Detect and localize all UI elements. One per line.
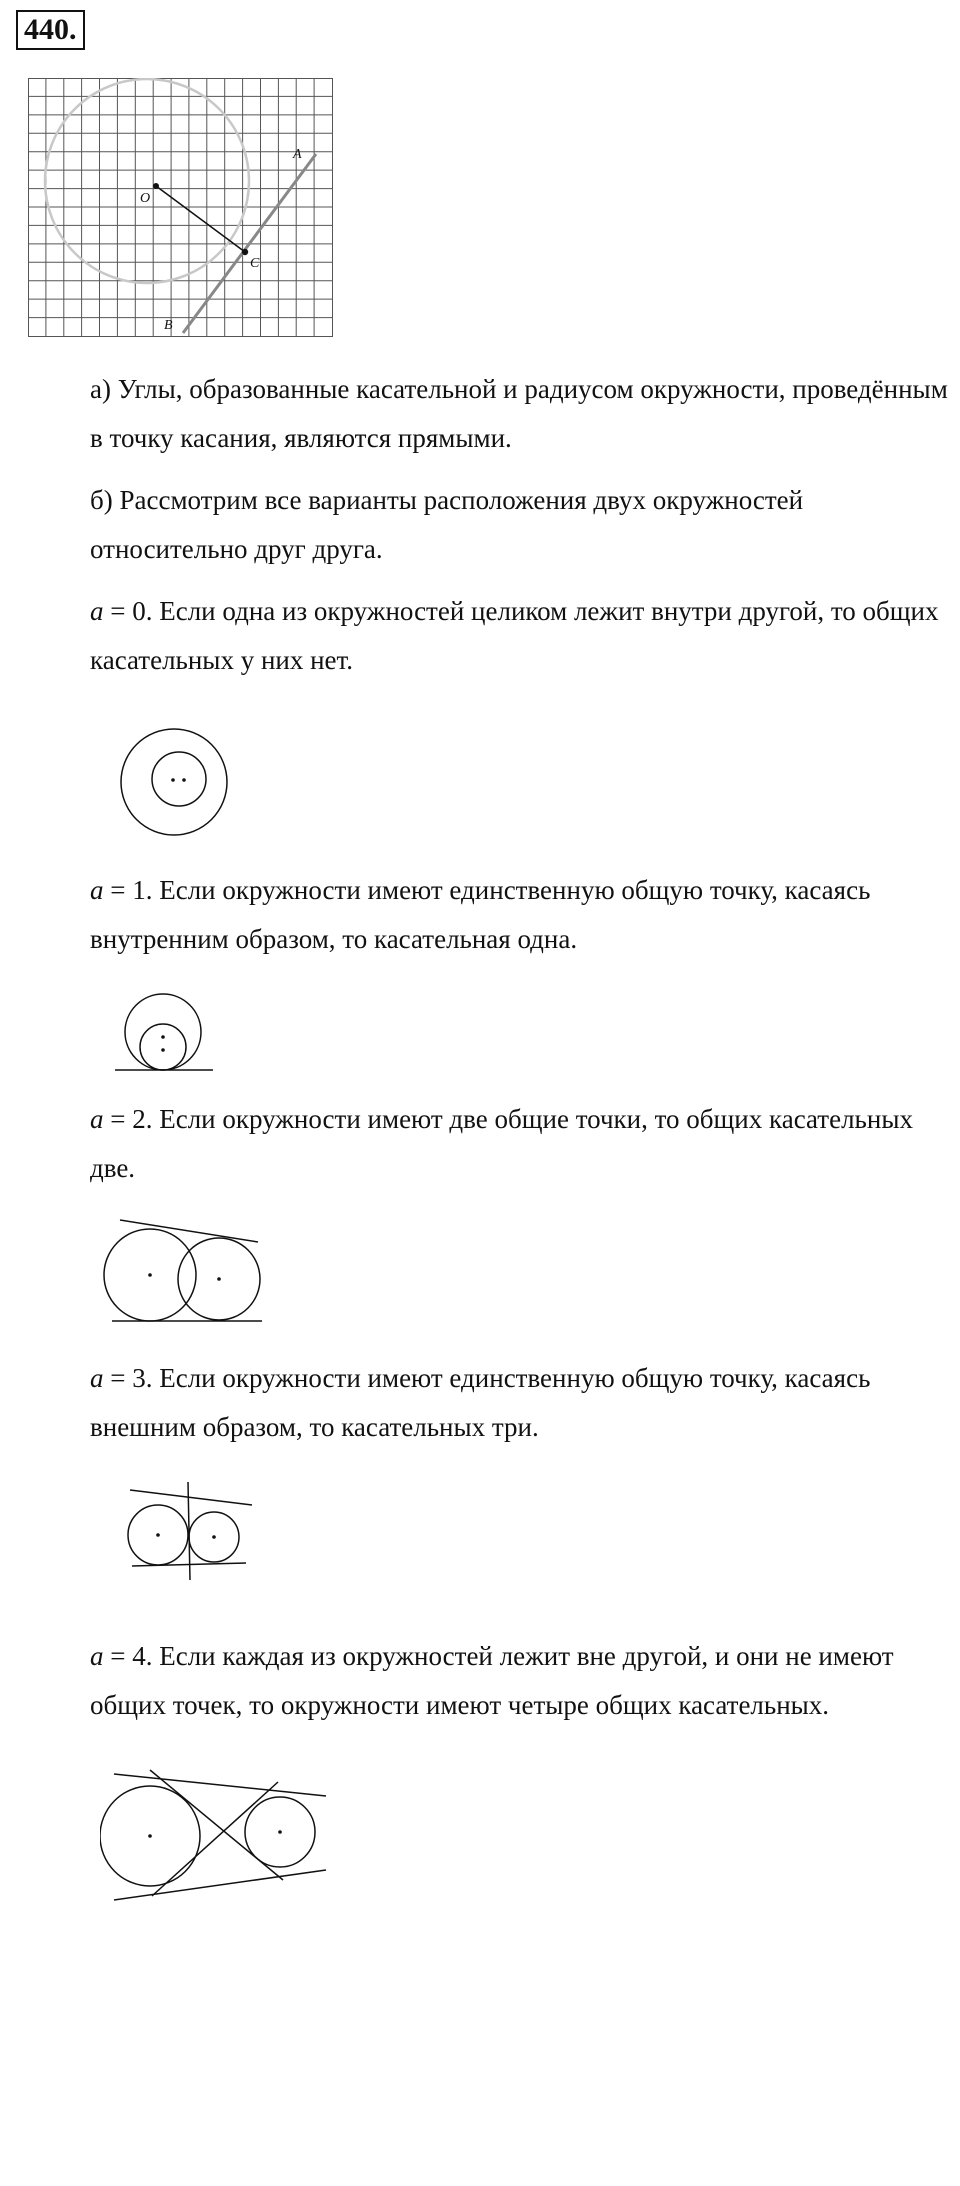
center-dot bbox=[156, 1533, 160, 1537]
paragraph-a: а) Углы, образованные касательной и радиусом окружности, проведённым в точку касания, являются прямыми. bbox=[90, 374, 948, 453]
center-dot bbox=[278, 1830, 282, 1834]
center-dot bbox=[171, 778, 175, 782]
center-dot bbox=[217, 1277, 221, 1281]
label-c: C bbox=[250, 256, 260, 271]
outer-tangent-top bbox=[114, 1774, 326, 1796]
radius-oc bbox=[156, 186, 245, 252]
center-dot bbox=[161, 1048, 165, 1052]
problem-number: 440. bbox=[16, 10, 85, 50]
circle bbox=[45, 79, 249, 283]
point-c bbox=[242, 249, 248, 255]
figure-case-1 bbox=[110, 992, 225, 1082]
outer-tangent-bottom bbox=[114, 1870, 326, 1900]
tangent-top bbox=[120, 1220, 258, 1242]
case-1-text: a = 1. Если окружности имеют единственную общую точку, касаясь внутренним образом, то касательная одна. bbox=[90, 875, 871, 954]
outer-circle bbox=[121, 729, 227, 835]
paragraph-b: б) Рассмотрим все варианты расположения двух окружностей относительно друг друга. bbox=[90, 485, 804, 564]
inner-circle bbox=[152, 752, 206, 806]
figure-case-0 bbox=[110, 720, 240, 845]
center-dot bbox=[148, 1273, 152, 1277]
point-o bbox=[153, 183, 159, 189]
label-a: A bbox=[293, 147, 302, 162]
grid bbox=[29, 79, 333, 337]
figure-case-2 bbox=[100, 1215, 270, 1335]
center-dot bbox=[212, 1535, 216, 1539]
figure-case-3 bbox=[120, 1480, 260, 1590]
case-0-text: a = 0. Если одна из окружностей целиком лежит внутри другой, то общих касательных у них нет. bbox=[90, 596, 939, 675]
label-o: O bbox=[140, 191, 151, 206]
inner-circle bbox=[140, 1024, 186, 1070]
figure-case-4 bbox=[100, 1760, 335, 1910]
center-dot bbox=[161, 1035, 165, 1039]
grid-tangent-figure bbox=[28, 78, 340, 340]
case-2-text: a = 2. Если окружности имеют две общие точки, то общих касательных две. bbox=[90, 1104, 913, 1183]
center-dot bbox=[148, 1834, 152, 1838]
case-3-text: a = 3. Если окружности имеют единственную общую точку, касаясь внешним образом, то касательных три. bbox=[90, 1363, 871, 1442]
case-4-text: a = 4. Если каждая из окружностей лежит вне другой, и они не имеют общих точек, то окружности имеют четыре общих касательных. bbox=[90, 1641, 894, 1720]
inner-tangent-1 bbox=[150, 1770, 283, 1880]
center-dot bbox=[182, 778, 186, 782]
tangent-top bbox=[130, 1490, 252, 1505]
outer-circle bbox=[125, 994, 201, 1070]
label-b: B bbox=[164, 318, 173, 333]
